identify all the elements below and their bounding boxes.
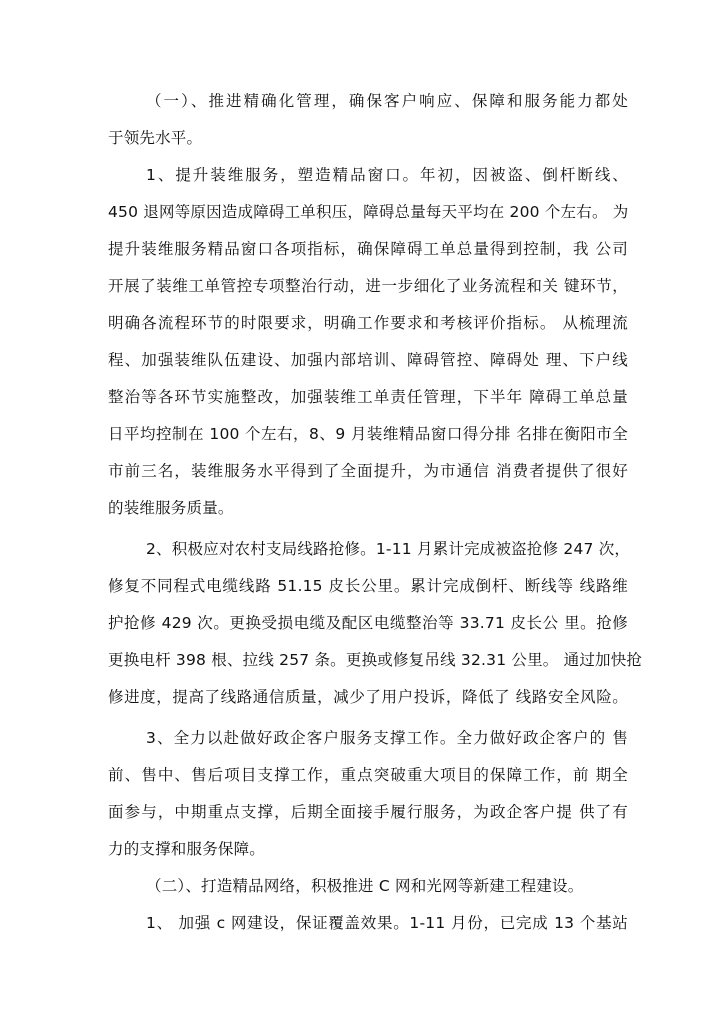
paragraph-line: 程、加强装维队伍建设、加强内部培训、障碍管控、障碍处 理、下户线: [108, 351, 628, 369]
paragraph-line: 开展了装维工单管控专项整治行动，进一步细化了业务流程和关 键环节，: [108, 277, 628, 295]
paragraph-line: （一）、推进精确化管理，确保客户响应、保障和服务能力都处: [146, 92, 628, 110]
paragraph-line: 前、售中、售后项目支撑工作，重点突破重大项目的保障工作，前 期全: [108, 766, 628, 784]
paragraph-line: 2、积极应对农村支局线路抢修。1-11 月累计完成被盗抢修 247 次，: [146, 540, 631, 558]
paragraph-line: 日平均控制在 100 个左右，8、9 月装维精品窗口得分排 名排在衡阳市全: [108, 425, 628, 443]
paragraph-line: 更换电杆 398 根、拉线 257 条。更换或修复吊线 32.31 公里。 通过加快抢: [108, 651, 643, 669]
paragraph-line: 于领先水平。: [108, 129, 203, 147]
section-heading: （二）、打造精品网络，积极推进 C 网和光网等新建工程建设。: [146, 877, 584, 895]
paragraph-line: 450 退网等原因造成障碍工单积压，障碍总量每天平均在 200 个左右。 为: [108, 203, 629, 221]
paragraph-line: 护抢修 429 次。更换受损电缆及配区电缆整治等 33.71 皮长公 里。抢修: [108, 614, 628, 632]
paragraph-line: 明确各流程环节的时限要求，明确工作要求和考核评价指标。 从梳理流: [108, 314, 628, 332]
paragraph-line: 整治等各环节实施整改，加强装维工单责任管理，下半年 障碍工单总量: [108, 388, 628, 406]
paragraph-line: 面参与，中期重点支撑，后期全面接手履行服务，为政企客户提 供了有: [108, 803, 628, 821]
paragraph-line: 提升装维服务精品窗口各项指标，确保障碍工单总量得到控制，我 公司: [108, 240, 628, 258]
paragraph-line: 修复不同程式电缆线路 51.15 皮长公里。累计完成倒杆、断线等 线路维: [108, 577, 628, 595]
paragraph-line: 3、全力以赴做好政企客户服务支撑工作。全力做好政企客户的 售: [146, 729, 628, 747]
paragraph-line: 市前三名，装维服务水平得到了全面提升，为市通信 消费者提供了很好: [108, 462, 628, 480]
paragraph-line: 1、提升装维服务，塑造精品窗口。年初，因被盗、倒杆断线、: [146, 166, 628, 184]
paragraph-line: 修进度，提高了线路通信质量，减少了用户投诉，降低了 线路安全风险。: [108, 688, 628, 706]
paragraph-line: 1、 加强 c 网建设，保证覆盖效果。1-11 月份，已完成 13 个基站: [146, 914, 628, 932]
paragraph-line: 力的支撑和服务保障。: [108, 840, 266, 858]
paragraph-line: 的装维服务质量。: [108, 499, 234, 517]
